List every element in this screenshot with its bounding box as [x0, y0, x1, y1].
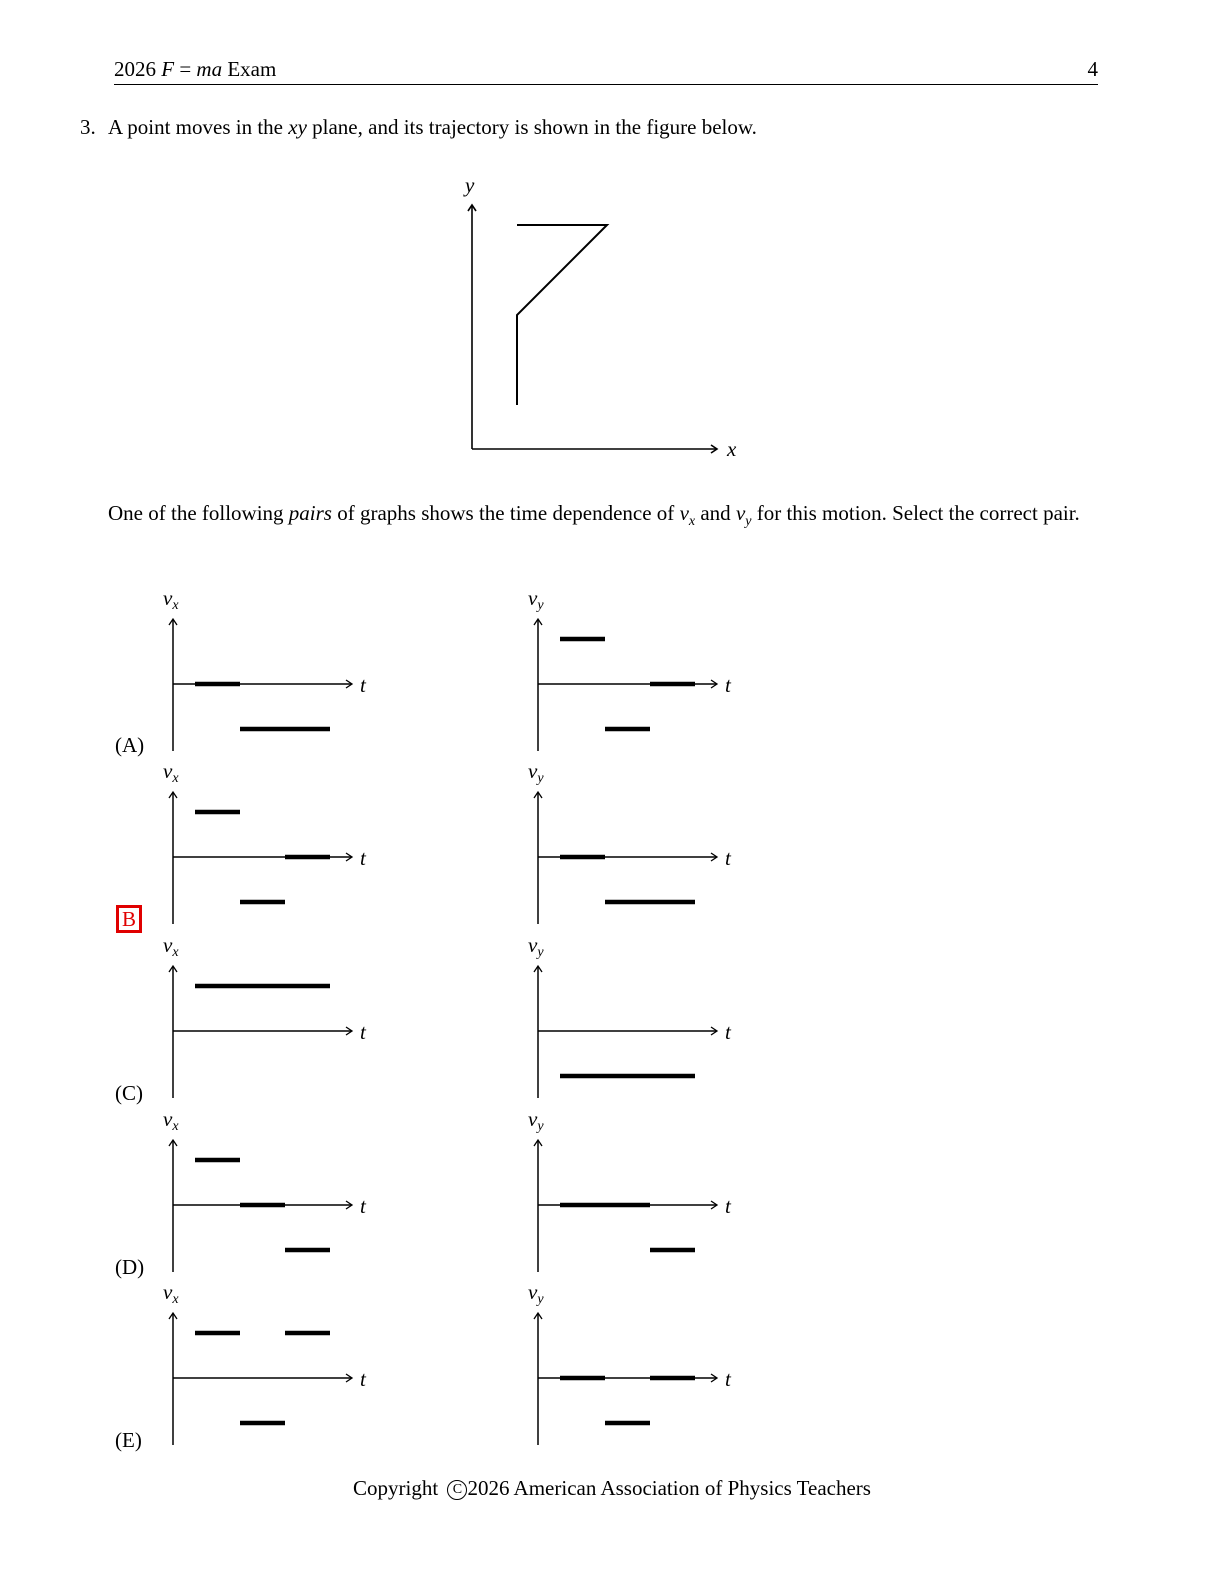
page-footer: Copyright C 2026 American Association of Physics Teachers [353, 1476, 871, 1500]
option-a-vy-tlabel: t [725, 673, 731, 697]
option-c-vy-tlabel: t [725, 1020, 731, 1044]
option-c-label[interactable]: (C) [115, 1081, 143, 1105]
option-a-vy-ylabel: vy [528, 586, 544, 613]
option-a-vx-tlabel: t [360, 673, 366, 697]
option-a-vx-ylabel: vx [163, 586, 179, 613]
question-var-xy: xy [288, 115, 307, 139]
option-c-vx-ylabel: vx [163, 933, 179, 960]
option-b-vy-ylabel: vy [528, 759, 544, 786]
header-F: F [161, 57, 175, 81]
option-d-label[interactable]: (D) [115, 1255, 145, 1279]
page-header-title: 2026 F = ma Exam [114, 57, 277, 81]
option-b-vy-tlabel: t [725, 846, 731, 870]
option-e-vx-tlabel: t [360, 1367, 366, 1391]
option-d-vx-ylabel: vx [163, 1107, 179, 1134]
option-d-vy-tlabel: t [725, 1194, 731, 1218]
option-d-vx-tlabel: t [360, 1194, 366, 1218]
option-c-vy-ylabel: vy [528, 933, 544, 960]
instruction-text: One of the following pairs of graphs shows the time dependence of $v_x$ and $v_y$ for this motion. Select the correct pair. [108, 501, 1080, 530]
option-d-vy-ylabel: vy [528, 1107, 544, 1134]
option-c-vx-tlabel: t [360, 1020, 366, 1044]
traj-x-label: x [727, 437, 737, 461]
option-e-vy-tlabel: t [725, 1367, 731, 1391]
option-b-label-selected[interactable]: B [116, 905, 142, 933]
instruction-emph: pairs [288, 501, 332, 525]
option-b-vx-ylabel: vx [163, 759, 179, 786]
option-e-label[interactable]: (E) [115, 1428, 142, 1452]
header-exam: Exam [227, 57, 277, 81]
header-ma: ma [196, 57, 223, 81]
traj-y-label: y [465, 173, 475, 197]
page-number: 4 [1087, 57, 1098, 81]
option-e-vx-ylabel: vx [163, 1280, 179, 1307]
option-b-vx-tlabel: t [360, 846, 366, 870]
question-text: A point moves in the xy plane, and its trajectory is shown in the figure below. [108, 115, 757, 139]
option-a-label[interactable]: (A) [115, 733, 145, 757]
header-year: 2026 [114, 57, 156, 81]
question-number: 3. [80, 115, 96, 139]
option-e-vy-ylabel: vy [528, 1280, 544, 1307]
copyright-symbol: C [447, 1480, 467, 1500]
